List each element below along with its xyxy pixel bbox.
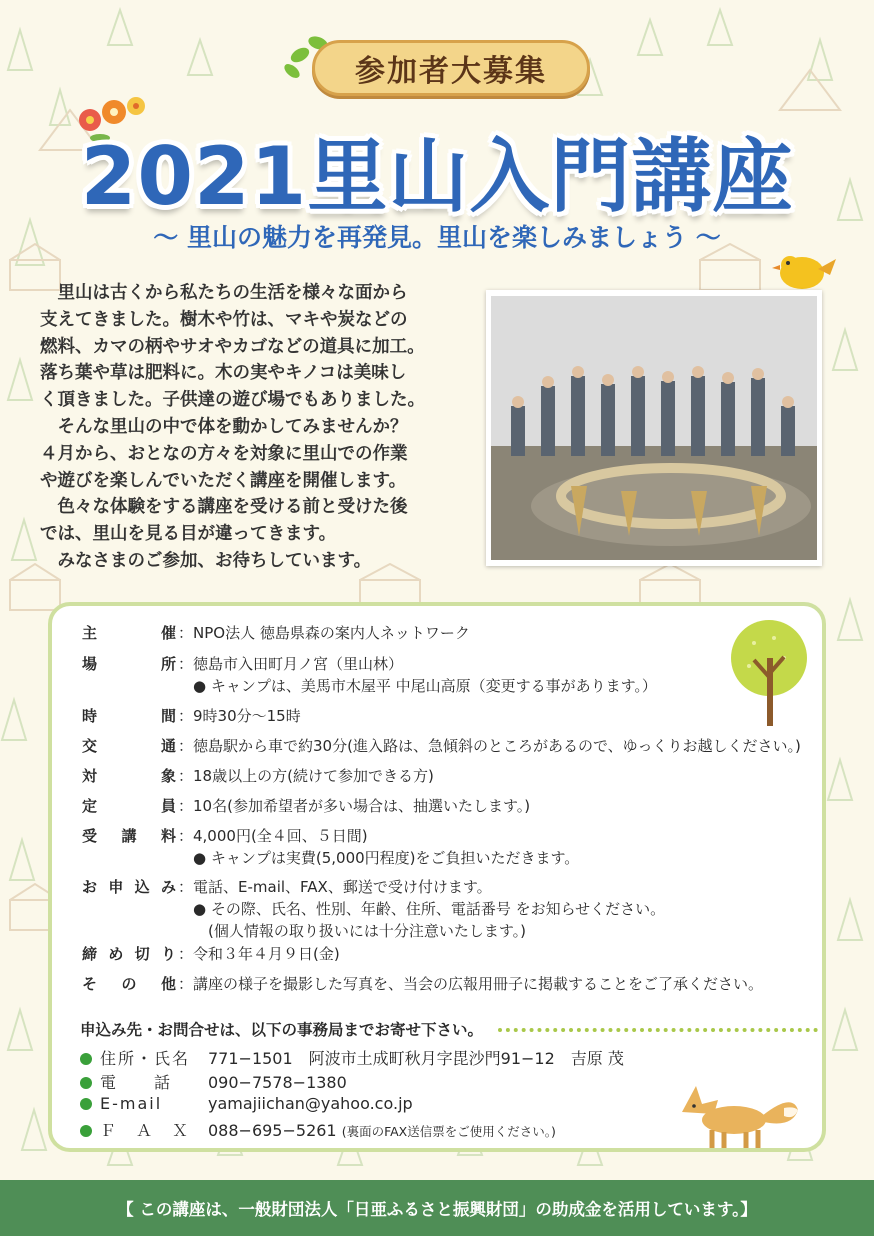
detail-label: お 申 込 み bbox=[82, 878, 176, 896]
detail-label: 締 め 切 り bbox=[82, 945, 176, 963]
detail-value: ：電話、E-mail、FAX、郵送で受け付けます。 ● その際、氏名、性別、年齢、住所、電話番号 をお知らせください。 (個人情報の取り扱いには十分注意いたします。) bbox=[178, 878, 666, 940]
detail-value: ：4,000円(全４回、５日間) ● キャンプは実費(5,000円程度)をご負担いただきます。 bbox=[178, 827, 580, 867]
contact-fax: Ｆ Ａ Ｘ 088−695−5261 (裏面のFAX送信票をご使用ください。) bbox=[80, 1118, 556, 1141]
dotted-divider bbox=[498, 1028, 818, 1032]
bullet-icon bbox=[80, 1098, 92, 1110]
detail-label: 対 象 bbox=[82, 767, 176, 785]
group-photo-image bbox=[491, 296, 817, 560]
detail-value: ：講座の様子を撮影した写真を、当会の広報用冊子に掲載することをご了承ください。 bbox=[178, 975, 764, 993]
contact-address: 住所・氏名 771−1501 阿波市土成町秋月字毘沙門91−12 吉原 茂 bbox=[80, 1046, 624, 1069]
detail-label: 定 員 bbox=[82, 797, 176, 815]
detail-value: ：9時30分～15時 bbox=[178, 707, 301, 725]
detail-value: ：NPO法人 徳島県森の案内人ネットワーク bbox=[178, 624, 470, 642]
contact-heading: 申込み先・お問合せは、以下の事務局までお寄せ下さい。 bbox=[80, 1021, 484, 1039]
detail-value: ：徳島駅から車で約30分(進入路は、急傾斜のところがあるので、ゆっくりお越しください。) bbox=[178, 737, 801, 755]
intro-line: 落ち葉や草は肥料に。木の実やキノコは美味し bbox=[40, 363, 407, 384]
detail-label: 時 間 bbox=[82, 707, 176, 725]
intro-line: 里山は古くから私たちの生活を様々な面から bbox=[40, 283, 408, 303]
intro-text bbox=[40, 280, 480, 575]
bullet-icon bbox=[80, 1053, 92, 1065]
detail-value: ：徳島市入田町月ノ宮（里山林） ● キャンプは、美馬市木屋平 中尾山高原（変更する事があります。） bbox=[178, 655, 657, 695]
intro-line: や遊びを楽しんでいただく講座を開催します。 bbox=[40, 470, 407, 491]
intro-line: ４月から、おとなの方々を対象に里山での作業 bbox=[40, 443, 408, 464]
recruitment-badge: 参加者大募集 bbox=[312, 40, 590, 96]
detail-label: 受 講 料 bbox=[82, 827, 176, 845]
detail-label: 交 通 bbox=[82, 737, 176, 755]
bullet-icon bbox=[80, 1125, 92, 1137]
contact-email: E-mail yamajiichan@yahoo.co.jp bbox=[80, 1094, 413, 1113]
page-subtitle: ～ 里山の魅力を再発見。里山を楽しみましょう ～ bbox=[153, 223, 721, 252]
footer-banner: 【 この講座は、一般財団法人「日亜ふるさと振興財団」の助成金を活用しています。】 bbox=[0, 1180, 874, 1236]
page-title: 2021里山入門講座 bbox=[80, 130, 794, 223]
fax-note: (裏面のFAX送信票をご使用ください。) bbox=[341, 1124, 556, 1139]
detail-value: ：10名(参加希望者が多い場合は、抽選いたします。) bbox=[178, 797, 531, 815]
intro-line: 色々な体験をする講座を受ける前と受けた後 bbox=[40, 497, 408, 518]
detail-value: ：令和３年４月９日(金) bbox=[178, 945, 340, 963]
detail-value: ：18歳以上の方(続けて参加できる方) bbox=[178, 767, 434, 785]
contact-phone: 電 話 090−7578−1380 bbox=[80, 1070, 347, 1093]
bullet-icon bbox=[80, 1077, 92, 1089]
detail-label: 主 催 bbox=[82, 624, 176, 642]
intro-line: 支えてきました。樹木や竹は、マキや炭などの bbox=[40, 309, 408, 330]
intro-line: では、里山を見る目が違ってきます。 bbox=[40, 524, 337, 545]
intro-line: みなさまのご参加、お待ちしています。 bbox=[40, 550, 372, 571]
intro-line: そんな里山の中で体を動かしてみませんか？ bbox=[40, 416, 408, 437]
bird-icon bbox=[772, 245, 838, 295]
email-link[interactable]: yamajiichan@yahoo.co.jp bbox=[208, 1094, 413, 1113]
intro-line: 燃料、カマの柄やサオやカゴなどの道具に加工。 bbox=[40, 336, 425, 357]
tree-icon bbox=[724, 618, 814, 728]
intro-line: く頂きました。子供達の遊び場でもありました。 bbox=[40, 390, 425, 411]
detail-label: そ の 他 bbox=[82, 975, 176, 993]
group-photo bbox=[486, 290, 822, 566]
detail-label: 場 所 bbox=[82, 655, 176, 673]
fox-icon bbox=[672, 1072, 802, 1152]
